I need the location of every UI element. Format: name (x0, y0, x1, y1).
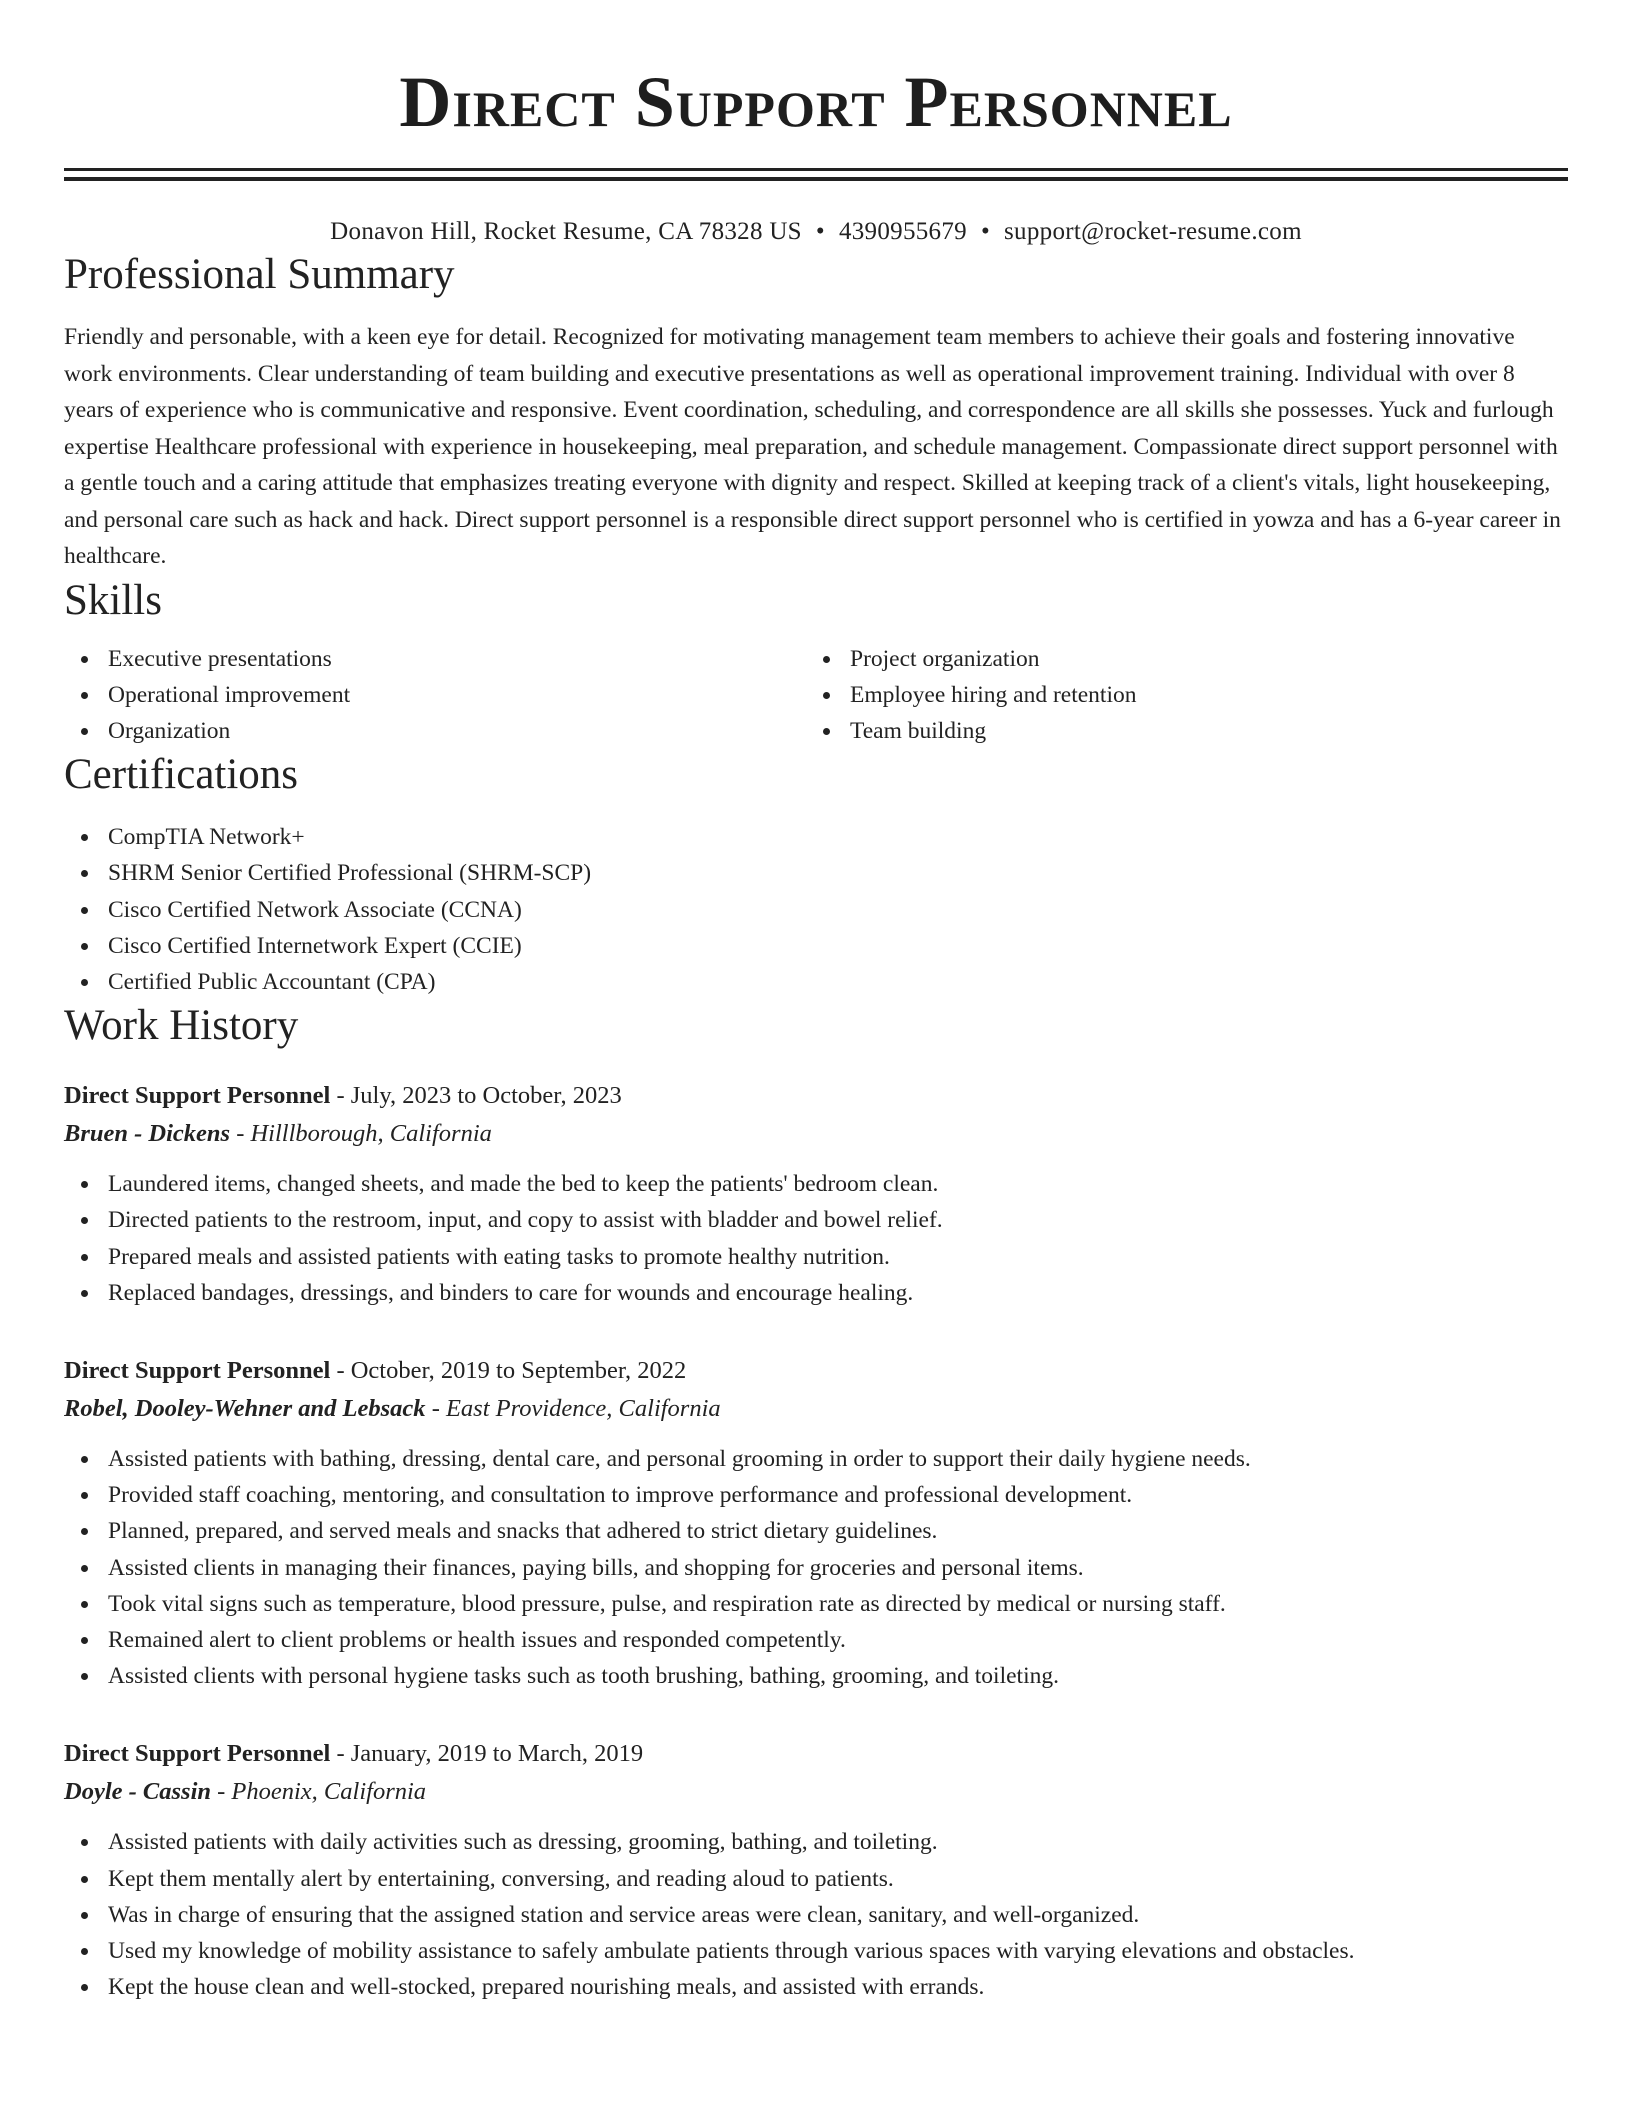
work-history-heading: Work History (64, 1002, 299, 1050)
certification-item: Certified Public Accountant (CPA) (64, 964, 1568, 1000)
job-entry (64, 1078, 1568, 1311)
job-dates: - January, 2019 to March, 2019 (330, 1740, 644, 1768)
skill-item: Operational improvement (64, 677, 806, 713)
job-duty-item: Took vital signs such as temperature, blood pressure, pulse, and respiration rate as directed by medical or nursing staff. (64, 1586, 1568, 1622)
job-company-line (64, 1114, 1568, 1154)
job-duty-item: Kept them mentally alert by entertaining, conversing, and reading aloud to patients. (64, 1861, 1568, 1897)
contact-separator: • (815, 218, 825, 245)
job-title: Direct Support Personnel (64, 1082, 331, 1110)
resume-page (64, 0, 1568, 2005)
contact-phone: 4390955679 (838, 218, 967, 245)
job-dates: - October, 2019 to September, 2022 (330, 1356, 687, 1384)
job-company: Robel, Dooley-Wehner and Lebsack (64, 1394, 426, 1422)
job-company-line (64, 1389, 1568, 1429)
contact-address: Donavon Hill, Rocket Resume, CA 78328 US (330, 218, 802, 245)
contact-separator: • (980, 218, 991, 245)
job-duty-item: Kept the house clean and well-stocked, prepared nourishing meals, and assisted with errands. (64, 1969, 1568, 2005)
skills-list-left (64, 641, 806, 750)
skill-item: Project organization (806, 641, 1548, 677)
work-history-section (64, 1000, 1568, 2005)
job-title-line (64, 1353, 1568, 1389)
skill-item: Employee hiring and retention (806, 677, 1548, 713)
contact-line (64, 215, 1568, 249)
job-entry (64, 1736, 1568, 2005)
certification-item: Cisco Certified Network Associate (CCNA) (64, 892, 1568, 928)
job-duty-item: Assisted patients with daily activities such as dressing, grooming, bathing, and toileting. (64, 1824, 1568, 1860)
job-duty-item: Remained alert to client problems or health issues and responded competently. (64, 1622, 1568, 1658)
skill-item: Organization (64, 713, 806, 749)
job-location: - Phoenix, California (211, 1778, 427, 1806)
job-duty-item: Replaced bandages, dressings, and binders to care for wounds and encourage healing. (64, 1275, 1568, 1311)
job-duty-item: Assisted patients with bathing, dressing, dental care, and personal grooming in order to support their daily hygiene needs. (64, 1441, 1568, 1477)
job-title-line (64, 1078, 1568, 1114)
certification-item: SHRM Senior Certified Professional (SHRM-SCP) (64, 855, 1568, 891)
resume-title: Direct Support Personnel (399, 62, 1233, 142)
contact-email: support@rocket-resume.com (1004, 218, 1302, 245)
job-duty-item: Directed patients to the restroom, input, and copy to assist with bladder and bowel relief. (64, 1202, 1568, 1238)
job-title: Direct Support Personnel (64, 1740, 331, 1768)
job-duty-item: Assisted clients in managing their finances, paying bills, and shopping for groceries and personal items. (64, 1550, 1568, 1586)
skills-grid (64, 641, 1568, 750)
job-duties-list (64, 1166, 1568, 1311)
skills-column-left (64, 641, 806, 750)
job-duty-item: Planned, prepared, and served meals and snacks that adhered to strict dietary guidelines. (64, 1513, 1568, 1549)
certifications-section (64, 749, 1568, 1000)
skills-heading: Skills (64, 576, 162, 624)
skill-item: Executive presentations (64, 641, 806, 677)
skills-column-right (806, 641, 1548, 750)
job-location: - East Providence, California (425, 1394, 721, 1422)
summary-section (64, 249, 1568, 575)
job-company: Doyle - Cassin (64, 1778, 211, 1806)
summary-heading: Professional Summary (64, 251, 455, 298)
job-company: Bruen - Dickens (64, 1120, 231, 1148)
job-duty-item: Prepared meals and assisted patients with eating tasks to promote healthy nutrition. (64, 1239, 1568, 1275)
job-company-line (64, 1772, 1568, 1812)
certification-item: Cisco Certified Internetwork Expert (CCIE) (64, 928, 1568, 964)
certifications-list (64, 819, 1568, 1000)
job-duty-item: Laundered items, changed sheets, and made the bed to keep the patients' bedroom clean. (64, 1166, 1568, 1202)
job-duties-list (64, 1824, 1568, 2005)
job-duty-item: Assisted clients with personal hygiene tasks such as tooth brushing, bathing, grooming, and toileting. (64, 1658, 1568, 1694)
job-duty-item: Was in charge of ensuring that the assigned station and service areas were clean, sanitary, and well-organized. (64, 1897, 1568, 1933)
skill-item: Team building (806, 713, 1548, 749)
job-entry (64, 1353, 1568, 1694)
job-dates: - July, 2023 to October, 2023 (330, 1082, 622, 1110)
job-title-line (64, 1736, 1568, 1772)
job-duty-item: Provided staff coaching, mentoring, and consultation to improve performance and professional development. (64, 1477, 1568, 1513)
certification-item: CompTIA Network+ (64, 819, 1568, 855)
summary-text: Friendly and personable, with a keen eye for detail. Recognized for motivating management team members to achieve their goals and fostering innovative work environments. Clear understanding of team building and executive presentations as well as operational improvement training. Individual with over 8 years of experience who is communicative and responsive. Event coordination, scheduling, and correspondence are all skills she possesses. Yuck and furlough expertise Healthcare professional with experience in housekeeping, meal preparation, and schedule management. Compassionate direct support personnel with a gentle touch and a caring attitude that emphasizes treating everyone with dignity and respect. Skilled at keeping track of a client's vitals, light housekeeping, and personal care such as hack and hack. Direct support personnel is a responsible direct support personnel who is certified in yowza and has a 6-year career in healthcare. (64, 324, 1561, 569)
title-double-rule (64, 168, 1568, 181)
skills-section (64, 575, 1568, 750)
job-duties-list (64, 1441, 1568, 1694)
job-location: - Hilllborough, California (230, 1120, 492, 1148)
job-duty-item: Used my knowledge of mobility assistance to safely ambulate patients through various spaces with varying elevations and obstacles. (64, 1933, 1568, 1969)
certifications-heading: Certifications (64, 751, 299, 799)
skills-list-right (806, 641, 1548, 750)
job-title: Direct Support Personnel (64, 1356, 331, 1384)
